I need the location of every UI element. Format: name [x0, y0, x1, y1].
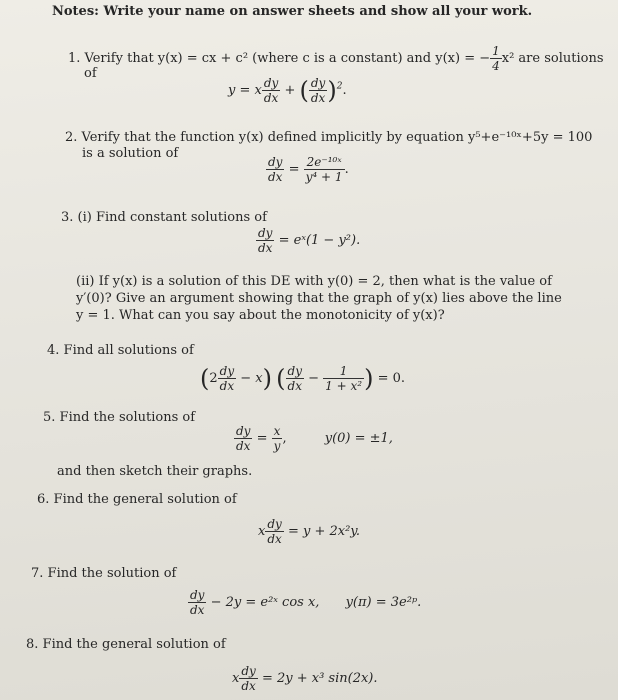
notes-header: Notes: Write your name on answer sheets and show all your work.	[52, 4, 533, 19]
problem-3-equation: $\frac{dy}{dx}$ = eˣ(1 − y²).	[258, 226, 361, 255]
problem-6-number: 6.	[37, 492, 50, 507]
problem-1-statement	[68, 44, 604, 73]
problem-1-of: of	[84, 66, 97, 81]
problem-6-equation: x $\frac{dy}{dx}$ = y + 2x²y.	[258, 517, 361, 546]
problem-8-statement: 8. Find the general solution of	[26, 637, 226, 652]
problem-1-text-b: x² are solutions	[501, 51, 604, 66]
problem-8-equation: x $\frac{dy}{dx}$ = 2y + x³ sin(2x).	[232, 664, 378, 693]
problem-7-initial-condition: y(π) = 3e²ᵖ.	[345, 595, 422, 610]
problem-1-equation: y = x $\frac{dy}{dx}$ + ( $\frac{dy}{dx}$ )$^2$.	[228, 76, 347, 105]
problem-8-number: 8.	[26, 637, 39, 652]
problem-3-ii-line2: y′(0)? Give an argument showing that the graph of y(x) lies above the line	[76, 291, 562, 306]
problem-1-number: 1.	[68, 51, 81, 66]
problem-5-then: and then sketch their graphs.	[57, 464, 253, 479]
problem-2-statement: 2. Verify that the function y(x) defined implicitly by equation y⁵+e⁻¹⁰ˣ+5y = 100	[65, 130, 593, 145]
problem-3-ii-line3: y = 1. What can you say about the monotonicity of y(x)?	[76, 308, 445, 323]
problem-3-number: 3.	[61, 210, 74, 225]
problem-3-statement: 3. (i) Find constant solutions of	[61, 210, 267, 225]
problem-2-equation: $\frac{dy}{dx}$ = $\frac{\text{2e⁻¹⁰ˣ}}{\text{y⁴ + 1}}$ .	[268, 155, 349, 184]
problem-7-number: 7.	[31, 566, 44, 581]
problem-5-equation: $\frac{dy}{dx}$ = $\frac{x}{y}$ , y(0) = ±1,	[236, 424, 393, 453]
problem-6-statement: 6. Find the general solution of	[37, 492, 237, 507]
problem-7-equation: $\frac{dy}{dx}$ − 2y = e²ˣ cos x, y(π) = 3e²ᵖ.	[190, 588, 422, 617]
problem-4-number: 4.	[47, 343, 60, 358]
problem-5-initial-condition: y(0) = ±1,	[324, 431, 393, 446]
problem-4-equation: (2 $\frac{dy}{dx}$ − x) ( $\frac{dy}{dx}$ − $\frac{1}{\text{1 + x²}}$ ) = 0.	[200, 364, 406, 393]
problem-3-ii-line1: (ii) If y(x) is a solution of this DE with y(0) = 2, then what is the value of	[76, 274, 552, 289]
problem-1-coef: $\frac{1}{4}$	[492, 44, 500, 73]
problem-1-text-a: Verify that y(x) = cx + c² (where c is a constant) and y(x) = −	[84, 51, 491, 66]
problem-4-statement: 4. Find all solutions of	[47, 343, 194, 358]
problem-2-text-b: is a solution of	[82, 146, 179, 161]
problem-5-number: 5.	[43, 410, 56, 425]
problem-7-statement: 7. Find the solution of	[31, 566, 177, 581]
problem-2-number: 2.	[65, 130, 78, 145]
problem-5-statement: 5. Find the solutions of	[43, 410, 196, 425]
